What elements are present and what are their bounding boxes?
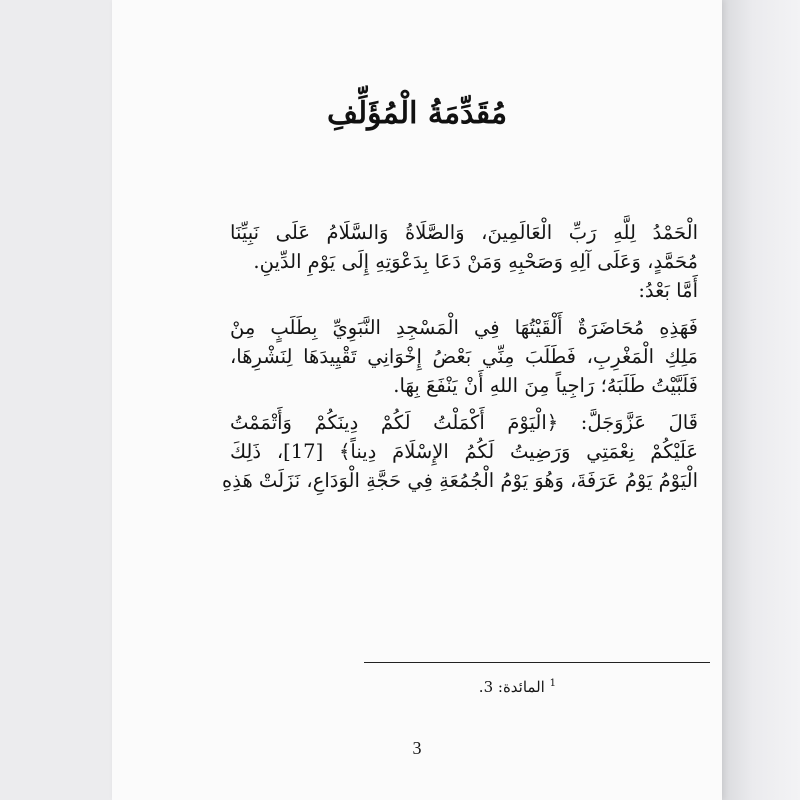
text-line: أَمَّا بَعْدُ: bbox=[638, 279, 698, 302]
text-line: مَلِكِ الْمَغْرِبِ، فَطَلَبَ مِنِّي بَعْضُ إِخْوَانِي تَقْيِيدَهَا لِنَشْرِهَا، bbox=[230, 345, 698, 368]
footnote-divider bbox=[364, 662, 710, 663]
book-page bbox=[112, 0, 722, 800]
footnote-marker: 1 bbox=[549, 678, 556, 689]
page-title: مُقَدِّمَةُ الْمُؤَلِّفِ bbox=[326, 96, 508, 131]
text-line: قَالَ عَزَّوَجَلَّ: ﴿الْيَوْمَ أَكْمَلْتُ لَكُمْ دِينَكُمْ وَأَتْمَمْتُ bbox=[230, 411, 698, 434]
page-number: 3 bbox=[412, 738, 422, 758]
text-line: عَلَيْكُمْ نِعْمَتِي وَرَضِيتُ لَكُمُ الإِسْلَامَ دِيناً﴾ [17]، ذَلِكَ bbox=[230, 440, 698, 463]
text-line: مُحَمَّدٍ، وَعَلَى آلِهِ وَصَحْبِهِ وَمَنْ دَعَا بِدَعْوَتِهِ إِلَى يَوْمِ الدِّينِ. bbox=[253, 250, 698, 273]
footnote-text: المائدة: 3. bbox=[478, 678, 545, 696]
text-line: فَهَذِهِ مُحَاضَرَةٌ أَلْقَيْتُهَا فِي الْمَسْجِدِ النَّبَوِيِّ بِطَلَبٍ مِنْ bbox=[230, 316, 698, 339]
page-edge-shadow bbox=[722, 0, 800, 800]
footnote bbox=[479, 678, 556, 696]
body-text bbox=[222, 218, 698, 495]
text-line: الْحَمْدُ لِلَّهِ رَبِّ الْعَالَمِينَ، وَالصَّلَاةُ وَالسَّلَامُ عَلَى نَبِيِّنَا bbox=[230, 221, 698, 244]
text-line: فَلَبَّيْتُ طَلَبَهُ؛ رَاجِياً مِنَ اللهِ أَنْ يَنْفَعَ بِهَا. bbox=[393, 374, 698, 397]
text-line: الْيَوْمُ يَوْمُ عَرَفَةَ، وَهُوَ يَوْمُ الْجُمُعَةِ فِي حَجَّةِ الْوَدَاعِ، نَزَلَتْ هَذِهِ bbox=[222, 469, 698, 492]
